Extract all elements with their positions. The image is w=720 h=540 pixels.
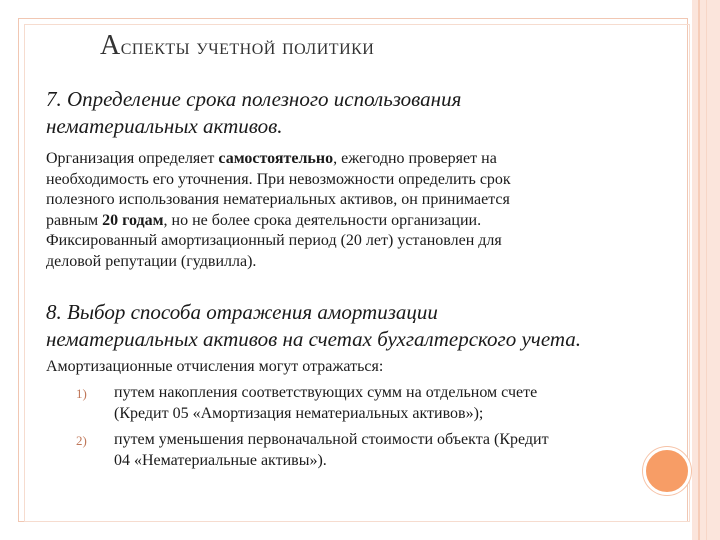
decorative-side-bar	[692, 0, 720, 540]
section8-intro: Амортизационные отчисления могут отражаться:	[46, 358, 384, 375]
para-text: равным	[46, 211, 103, 229]
list-item-line: (Кредит 05 «Амортизация нематериальных активов»);	[114, 404, 484, 422]
section7-heading-line2: нематериальных активов.	[46, 114, 283, 138]
para-text: , но не более срока деятельности организации.	[163, 211, 482, 229]
para-bold: самостоятельно	[218, 150, 334, 167]
amortization-list	[46, 383, 666, 471]
list-item-line: 04 «Нематериальные активы»).	[114, 451, 327, 469]
section7-heading	[46, 86, 461, 140]
para-text: , ежегодно проверяет на	[333, 150, 497, 167]
title-rest: спекты учетной политики	[120, 34, 375, 59]
para-line: полезного использования нематериальных активов, он принимается	[46, 191, 510, 208]
list-item-line: путем накопления соответствующих сумм на отдельном счете	[114, 384, 538, 401]
para-bold: 20 годам	[102, 211, 164, 229]
section8-heading	[46, 299, 581, 353]
section8-heading-line2: нематериальных активов на счетах бухгалтерского учета.	[46, 327, 582, 351]
section7-paragraph	[46, 149, 646, 272]
para-line: необходимость его уточнения. При невозможности определить срок	[46, 170, 511, 188]
list-item	[46, 430, 666, 471]
title-first-letter: А	[100, 30, 121, 61]
list-item-number: 1)	[76, 386, 87, 401]
list-item-number: 2)	[76, 433, 87, 448]
section8-heading-line1: 8. Выбор способа отражения амортизации	[46, 300, 438, 324]
list-item	[46, 383, 666, 424]
slide-title	[100, 30, 620, 62]
para-line: деловой репутации (гудвилла).	[46, 252, 257, 270]
para-text: Организация определяет	[46, 150, 219, 167]
para-line: Фиксированный амортизационный период (20 лет) установлен для	[46, 232, 502, 249]
list-item-line: путем уменьшения первоначальной стоимости объекта (Кредит	[114, 431, 549, 448]
section7-heading-line1: 7. Определение срока полезного использования	[46, 87, 462, 111]
